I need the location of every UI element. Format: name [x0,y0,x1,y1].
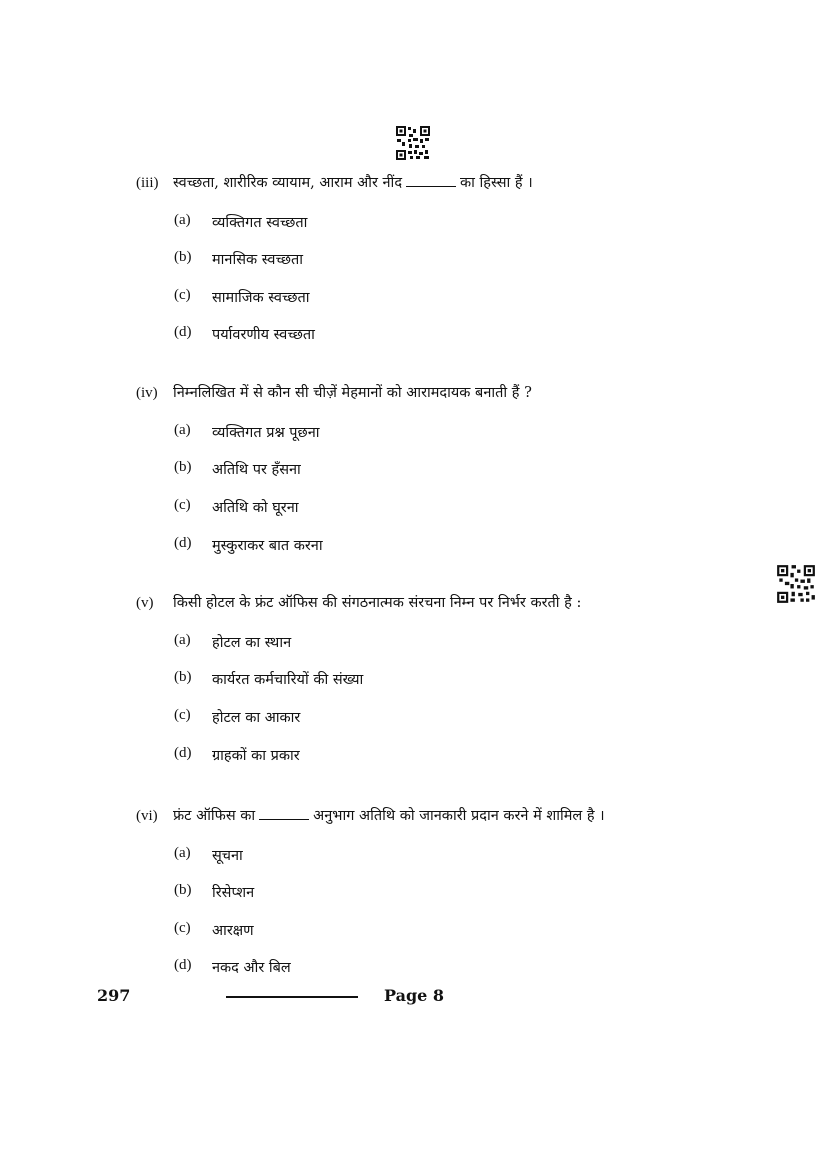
option-label: (c) [174,707,191,723]
option-text: अतिथि को घूरना [212,500,299,516]
question-text: किसी होटल के फ्रंट ऑफिस की संगठनात्मक संरचना निम्न पर निर्भर करती है : [173,595,582,611]
option-label: (d) [174,324,192,340]
question-text-before: फ्रंट ऑफिस का [173,808,256,824]
option-text: व्यक्तिगत प्रश्न पूछना [212,425,320,441]
page-footer [0,986,827,1010]
option-label: (b) [174,882,192,898]
question-number: (iv) [136,385,158,401]
option-label: (c) [174,920,191,936]
question-number: (iii) [136,175,159,191]
option-label: (c) [174,287,191,303]
option-text: ग्राहकों का प्रकार [212,748,300,764]
option-label: (d) [174,535,192,551]
option-label: (d) [174,745,192,761]
option-text: मानसिक स्वच्छता [212,252,303,268]
option-text: मुस्कुराकर बात करना [212,538,323,554]
option-text: पर्यावरणीय स्वच्छता [212,327,315,343]
option-text: होटल का स्थान [212,635,292,651]
option-text: आरक्षण [212,923,254,939]
option-label: (a) [174,422,191,438]
paper-code: 297 [97,986,131,1005]
page-number: Page 8 [384,986,445,1005]
option-label: (d) [174,957,192,973]
question-text-before: स्वच्छता, शारीरिक व्यायाम, आराम और नींद [173,175,403,191]
option-label: (a) [174,845,191,861]
option-text: कार्यरत कर्मचारियों की संख्या [212,672,364,688]
option-label: (c) [174,497,191,513]
option-text: होटल का आकार [212,710,301,726]
question-number: (vi) [136,808,158,824]
question-text [173,174,533,192]
option-label: (b) [174,669,192,685]
fill-blank [406,174,456,187]
option-label: (b) [174,459,192,475]
question-number: (v) [136,595,154,611]
option-text: रिसेप्शन [212,885,255,901]
option-text: नकद और बिल [212,960,291,976]
option-label: (a) [174,632,191,648]
question-text [173,807,605,825]
option-text: सामाजिक स्वच्छता [212,290,310,306]
option-label: (b) [174,249,192,265]
footer-divider [226,996,358,998]
question-text-after: का हिस्सा हैं । [460,175,533,191]
fill-blank [259,807,309,820]
option-label: (a) [174,212,191,228]
question-text: निम्नलिखित में से कौन सी चीज़ें मेहमानों को आरामदायक बनाती हैं ? [173,385,532,401]
option-text: अतिथि पर हँसना [212,462,301,478]
qr-code-icon-side [776,564,816,604]
option-text: सूचना [212,848,243,864]
qr-code-icon-top [395,125,431,161]
option-text: व्यक्तिगत स्वच्छता [212,215,308,231]
question-text-after: अनुभाग अतिथि को जानकारी प्रदान करने में शामिल है । [313,808,605,824]
